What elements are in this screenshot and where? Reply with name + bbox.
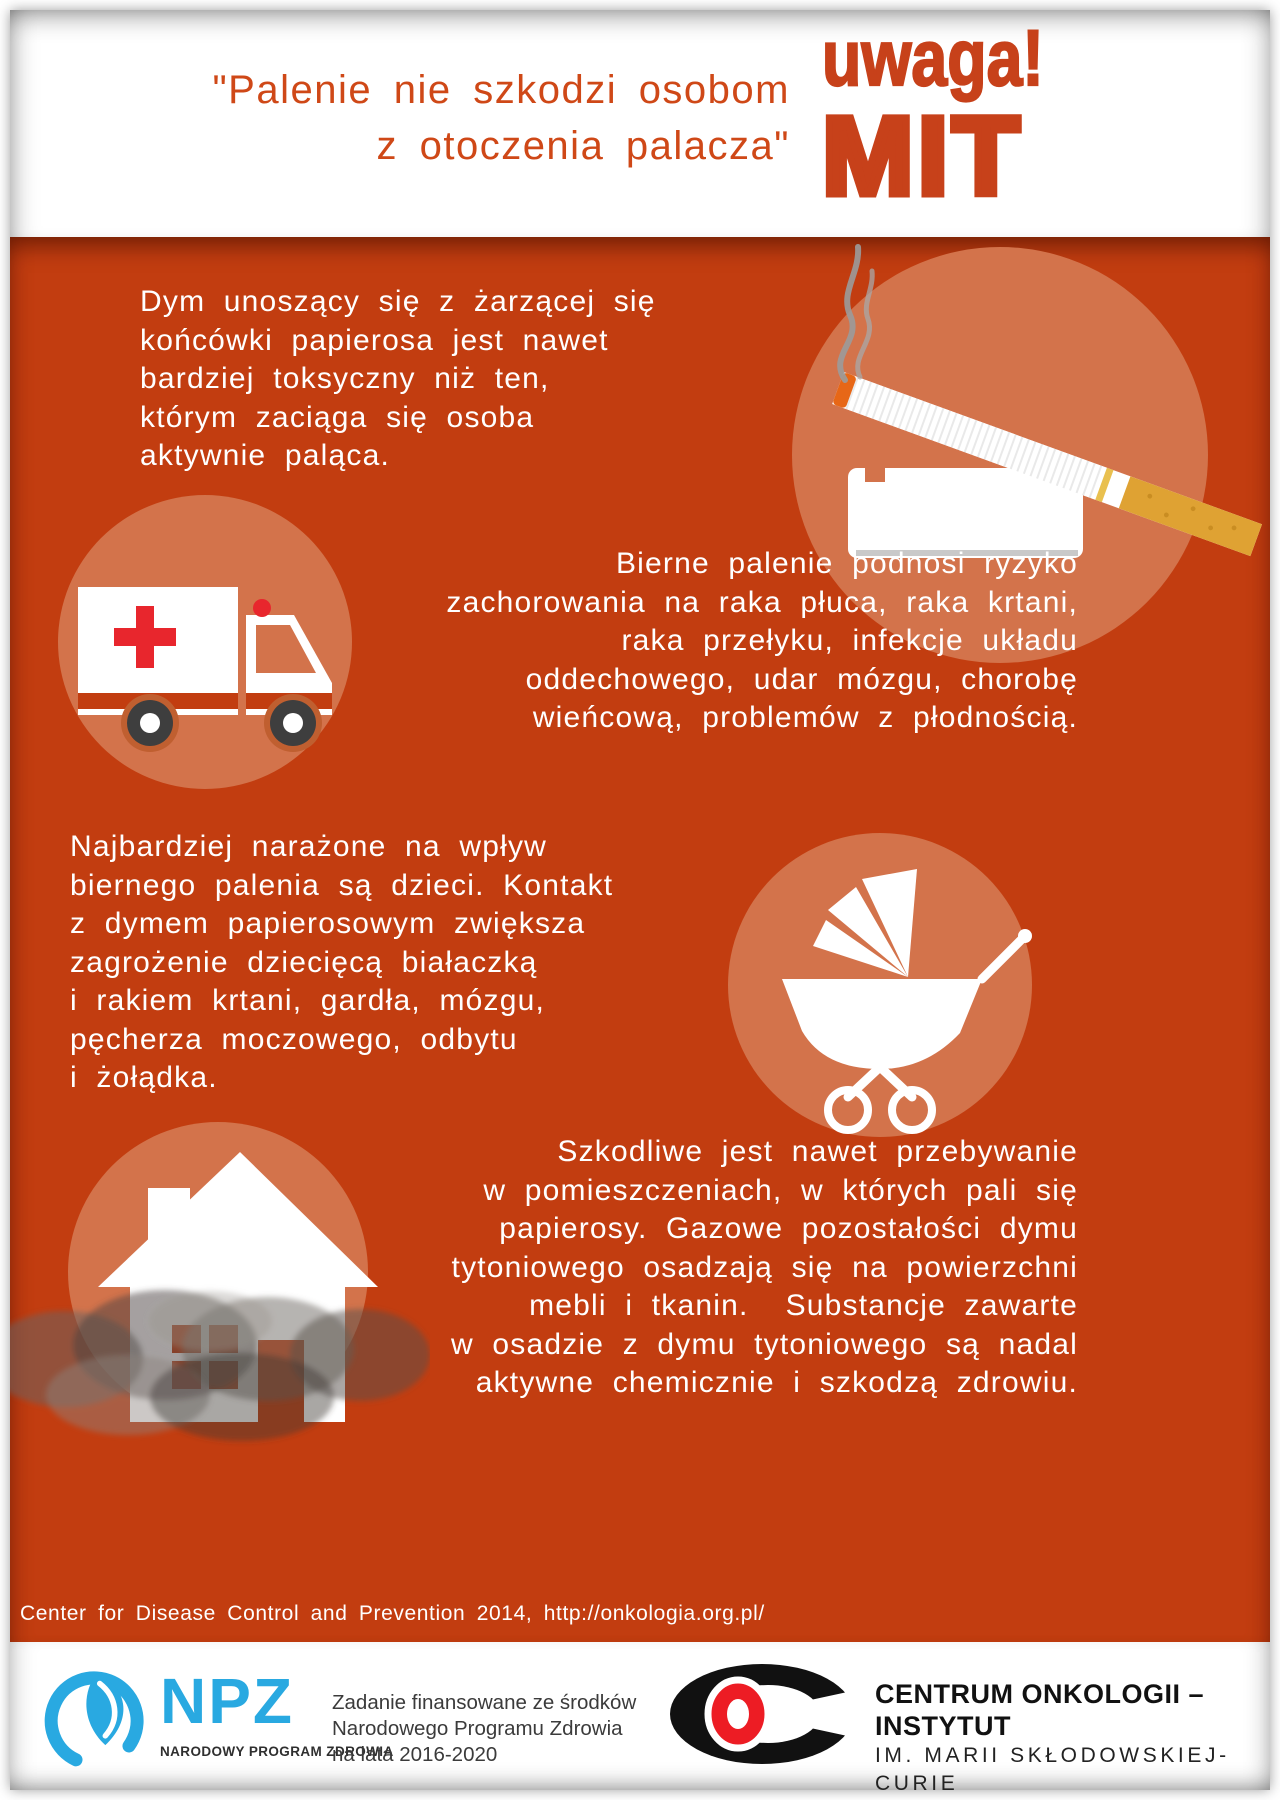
npz-logo-icon bbox=[40, 1660, 152, 1778]
paragraph-risk-list bbox=[446, 545, 1078, 738]
paragraph-smoke-toxicity bbox=[140, 283, 656, 476]
text-line: Najbardziej narażone na wpływ bbox=[70, 830, 548, 863]
npz-abbreviation: NPZ bbox=[160, 1665, 294, 1737]
title-line-1: "Palenie nie szkodzi osobom bbox=[212, 68, 790, 112]
text-line: raka przełyku, infekcje układu bbox=[621, 624, 1078, 657]
text-line: Zadanie finansowane ze środków bbox=[332, 1691, 637, 1714]
infographic-poster bbox=[10, 10, 1270, 1790]
text-line: i rakiem krtani, gardła, mózgu, bbox=[70, 984, 546, 1017]
title-line-2: z otoczenia palacza" bbox=[376, 124, 790, 168]
oncology-center-line2: IM. MARII SKŁODOWSKIEJ-CURIE bbox=[875, 1744, 1230, 1790]
text-line: tytoniowego osadzają się na powierzchni bbox=[451, 1250, 1078, 1284]
text-line: zachorowania na raka płuca, raka krtani, bbox=[446, 585, 1078, 619]
text-line: papierosy. Gazowe pozostałości dymu bbox=[499, 1212, 1078, 1245]
poster-footer bbox=[10, 1642, 1270, 1790]
text-line: z dymem papierosowym zwiększa bbox=[70, 907, 586, 940]
oncology-center-logo-icon bbox=[666, 1662, 866, 1766]
text-line: na lata 2016-2020 bbox=[332, 1743, 498, 1766]
source-citation: Center for Disease Control and Prevention 2014, http://onkologia.org.pl/ bbox=[20, 1602, 765, 1625]
poster-header bbox=[10, 10, 1270, 237]
poster-body bbox=[10, 237, 1270, 1642]
text-line: zagrożenie dziecięcą białaczką bbox=[70, 945, 538, 979]
text-line: bardziej toksyczny niż ten, bbox=[140, 362, 550, 395]
text-line: aktywnie paląca. bbox=[140, 439, 390, 472]
uwaga-label: uwaga! bbox=[822, 14, 1044, 102]
text-line: Bierne palenie podnosi ryzyko bbox=[615, 547, 1078, 580]
text-line: mebli i tkanin. Substancje zawarte bbox=[529, 1289, 1078, 1322]
paragraph-children bbox=[70, 828, 613, 1098]
text-line: w pomieszczeniach, w których pali się bbox=[483, 1173, 1078, 1207]
poster-title bbox=[212, 62, 790, 174]
text-line: końcówki papierosa jest nawet bbox=[140, 323, 609, 357]
paragraph-rooms bbox=[451, 1133, 1078, 1403]
text-line: Szkodliwe jest nawet przebywanie bbox=[557, 1135, 1078, 1168]
uwaga-mit-badge bbox=[822, 14, 1062, 218]
smoke-cloud-icon bbox=[10, 1290, 430, 1441]
text-line: Dym unoszący się z żarzącej się bbox=[140, 285, 656, 318]
oncology-center-name bbox=[875, 1678, 1270, 1790]
oncology-center-line1: CENTRUM ONKOLOGII – INSTYTUT bbox=[875, 1679, 1205, 1741]
text-line: wieńcową, problemów z płodnością. bbox=[532, 701, 1078, 734]
text-line: biernego palenia są dzieci. Kontakt bbox=[70, 868, 614, 902]
ambulance-icon bbox=[50, 487, 360, 797]
npz-caption: NARODOWY PROGRAM ZDROWIA bbox=[160, 1744, 394, 1759]
text-line: Narodowego Programu Zdrowia bbox=[332, 1717, 623, 1740]
baby-pram-icon bbox=[720, 827, 1050, 1147]
text-line: oddechowego, udar mózgu, chorobę bbox=[525, 662, 1078, 696]
house-smoke-icon bbox=[10, 1097, 430, 1447]
text-line: i żołądka. bbox=[70, 1061, 218, 1094]
funding-note bbox=[332, 1690, 636, 1768]
text-line: aktywne chemicznie i szkodzą zdrowiu. bbox=[475, 1366, 1078, 1399]
mit-label: MIT bbox=[822, 95, 1024, 218]
text-line: pęcherza moczowego, odbytu bbox=[70, 1022, 518, 1056]
text-line: w osadzie z dymu tytoniowego są nadal bbox=[450, 1327, 1078, 1361]
text-line: którym zaciąga się osoba bbox=[140, 400, 535, 434]
